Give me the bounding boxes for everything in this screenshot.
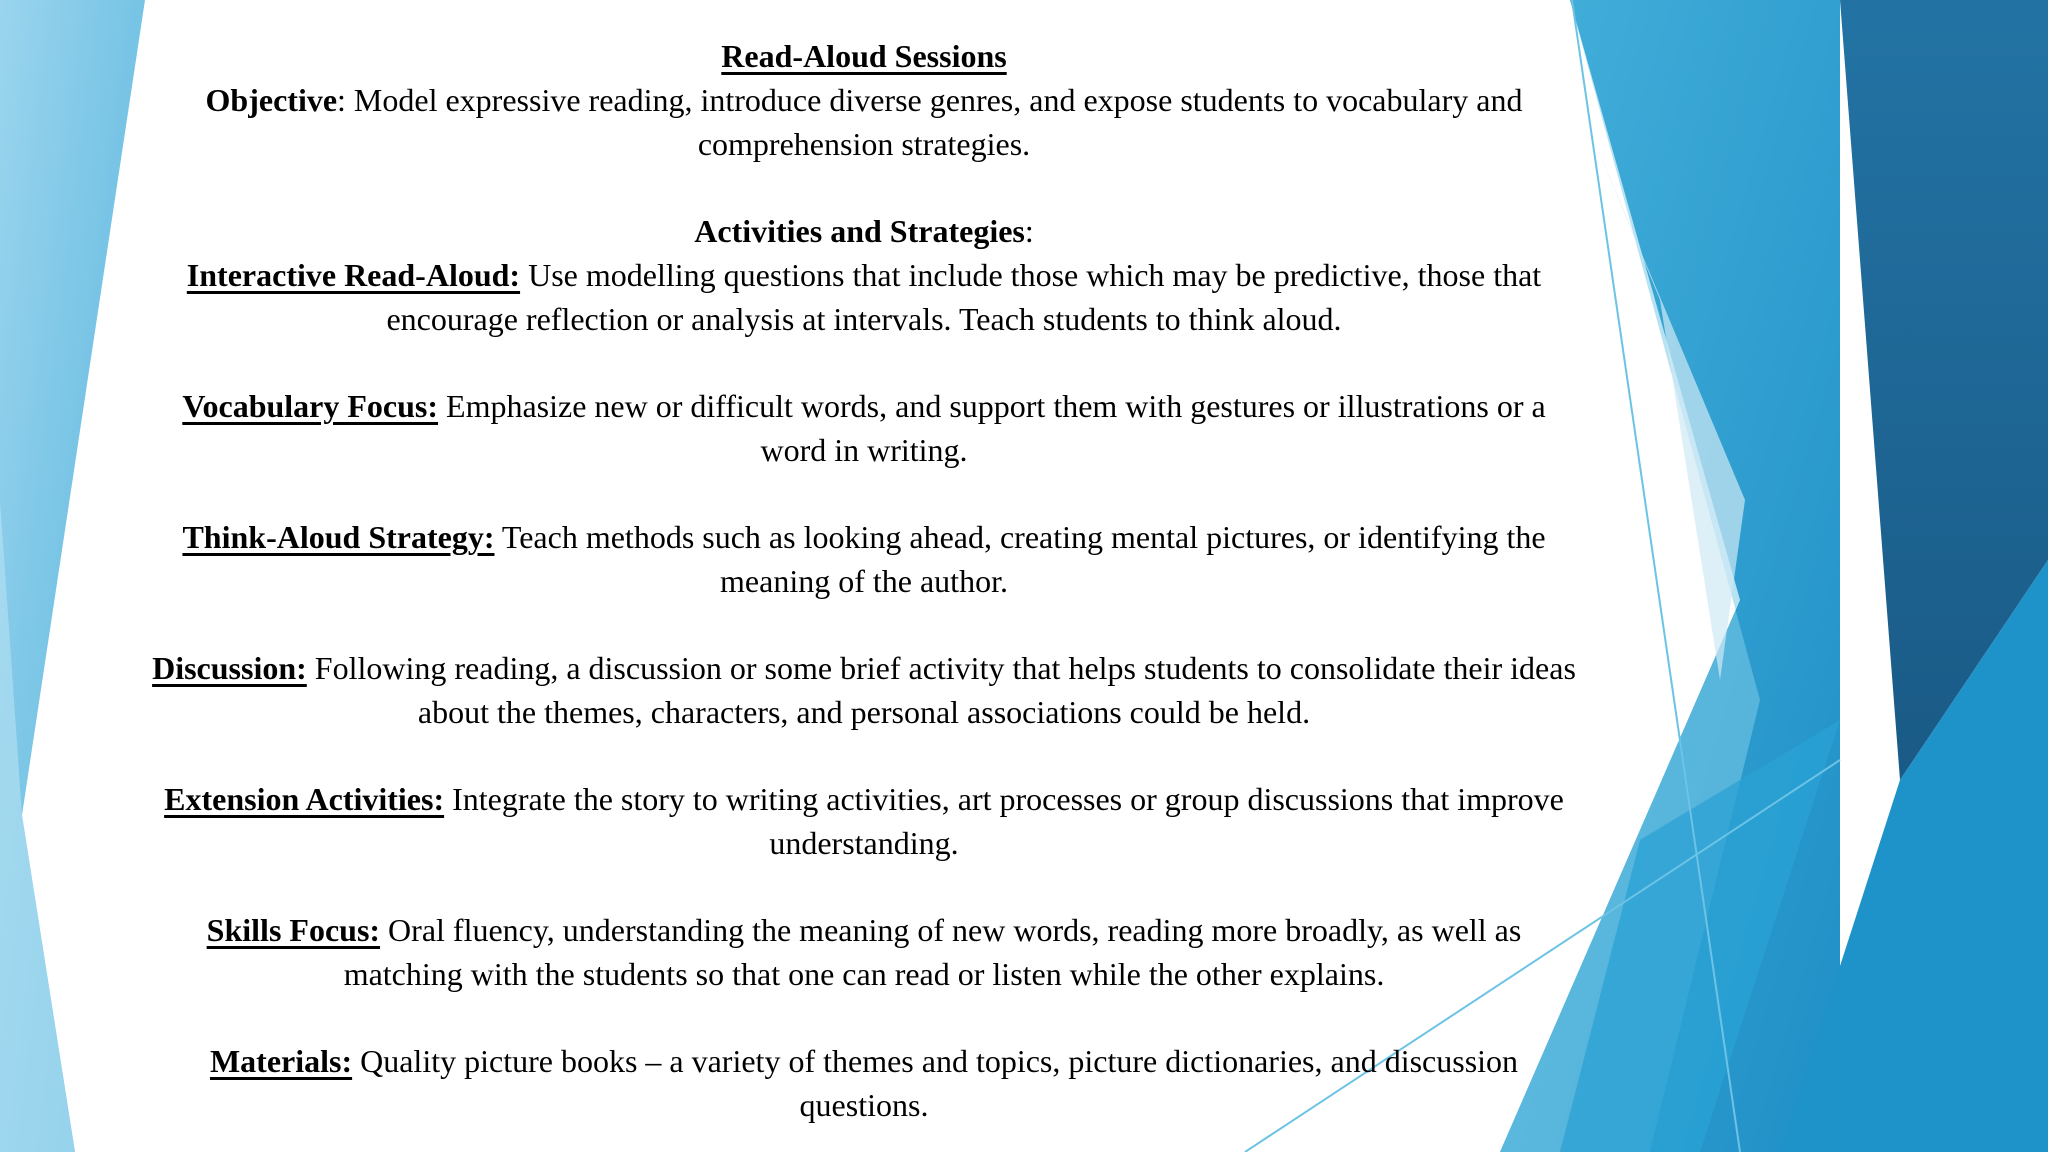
section-label: Extension Activities: [164,781,445,817]
section-think-aloud-strategy [148,515,1580,603]
section-label: Skills Focus: [206,912,381,948]
section-label: Think-Aloud Strategy: [182,519,495,555]
section-extension-activities [148,777,1580,865]
section-text: Teach methods such as looking ahead, creating mental pictures, or identifying the meaning of the author. [494,519,1546,599]
section-label: Vocabulary Focus: [182,388,439,424]
section-text: Emphasize new or difficult words, and support them with gestures or illustrations or a word in writing. [438,388,1546,468]
section-text: Oral fluency, understanding the meaning of new words, reading more broadly, as well as matching with the students so that one can read or listen while the other explains. [343,912,1522,992]
section-label: Interactive Read-Aloud: [186,257,521,293]
section-vocabulary-focus [148,384,1580,472]
section-text: Use modelling questions that include those which may be predictive, those that encourage reflection or analysis at intervals. Teach students to think aloud. [386,257,1542,337]
section-text: Following reading, a discussion or some brief activity that helps students to consolidate their ideas about the themes, characters, and personal associations could be held. [306,650,1576,730]
section-text: Integrate the story to writing activities, art processes or group discussions that improve understanding. [444,781,1564,861]
objective-label: Objective [205,82,338,118]
slide-content [148,34,1580,1127]
section-label: Materials: [209,1043,353,1079]
section-discussion [148,646,1580,734]
objective-text: : Model expressive reading, introduce diverse genres, and expose students to vocabulary and comprehension strategies. [337,82,1523,162]
activities-heading: Activities and Strategies [694,213,1025,249]
slide-title-line [148,34,1580,78]
section-skills-focus [148,908,1580,996]
slide-title: Read-Aloud Sessions [721,38,1007,74]
activities-heading-line [148,209,1580,253]
objective-paragraph [148,78,1580,166]
section-text: Quality picture books – a variety of themes and topics, picture dictionaries, and discussion questions. [352,1043,1519,1123]
activities-heading-suffix: : [1024,213,1034,249]
section-interactive-read-aloud [148,253,1580,341]
section-materials [148,1039,1580,1127]
section-label: Discussion: [152,650,307,686]
